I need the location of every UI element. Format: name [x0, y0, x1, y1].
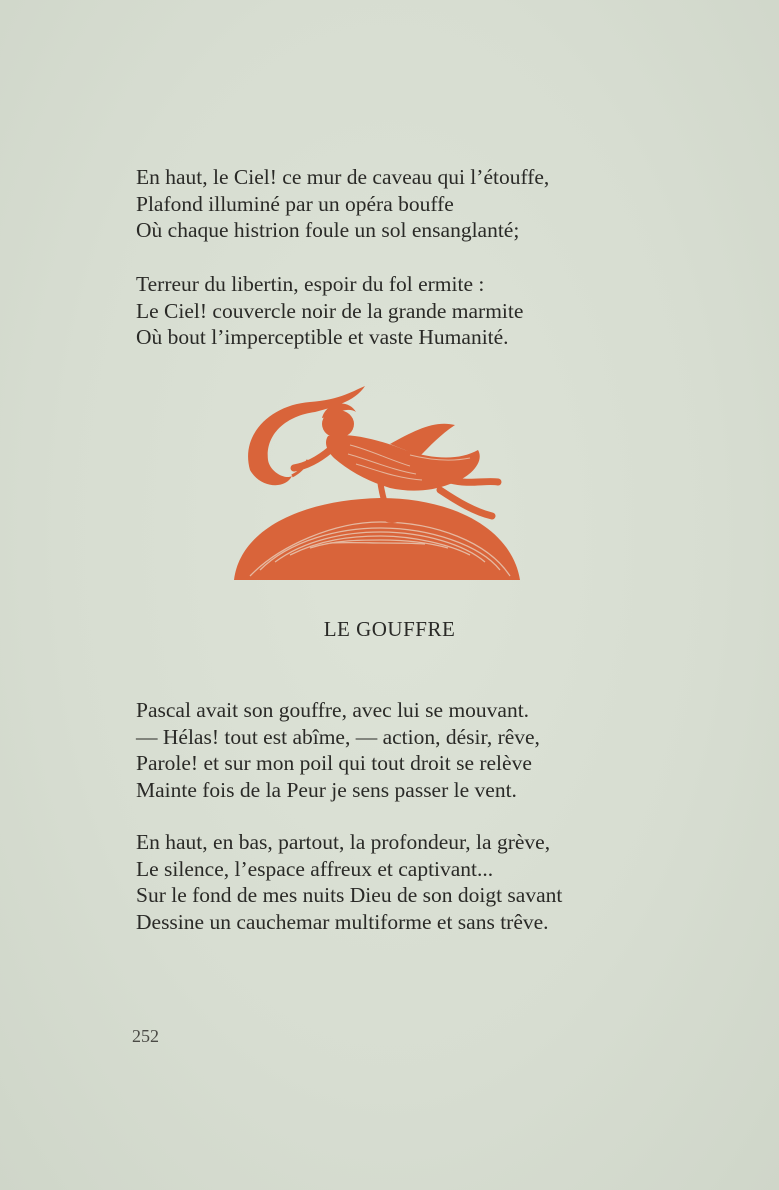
- woodcut-flying-figure-icon: [230, 380, 522, 585]
- page-number: 252: [132, 1026, 159, 1046]
- verse-line: Pascal avait son gouffre, avec lui se mouvant.: [136, 698, 530, 722]
- stanza-top-2: [136, 271, 523, 351]
- poem-title: LE GOUFFRE: [323, 617, 456, 641]
- stanza-bottom-2: [136, 829, 562, 935]
- verse-line: Où bout l’imperceptible et vaste Humanité.: [136, 325, 509, 349]
- stanza-top-1: [136, 164, 549, 244]
- verse-line: Plafond illuminé par un opéra bouffe: [136, 191, 454, 216]
- verse-line: Sur le fond de mes nuits Dieu de son doigt savant: [136, 883, 563, 907]
- stanza-bottom-1: [136, 697, 540, 803]
- verse-line: En haut, en bas, partout, la profondeur, la grève,: [136, 830, 551, 854]
- verse-line: Terreur du libertin, espoir du fol ermite :: [136, 272, 485, 296]
- verse-line: En haut, le Ciel! ce mur de caveau qui l’étouffe,: [136, 165, 550, 189]
- verse-line: — Hélas! tout est abîme, — action, désir, rêve,: [136, 724, 540, 749]
- verse-line: Le silence, l’espace affreux et captivant...: [136, 856, 494, 881]
- verse-line: Parole! et sur mon poil qui tout droit se relève: [136, 751, 532, 775]
- verse-line: Mainte fois de la Peur je sens passer le vent.: [136, 777, 517, 802]
- verse-line: Dessine un cauchemar multiforme et sans trêve.: [136, 909, 549, 934]
- verse-line: Le Ciel! couvercle noir de la grande marmite: [136, 298, 524, 323]
- verse-line: Où chaque histrion foule un sol ensanglanté;: [136, 218, 520, 242]
